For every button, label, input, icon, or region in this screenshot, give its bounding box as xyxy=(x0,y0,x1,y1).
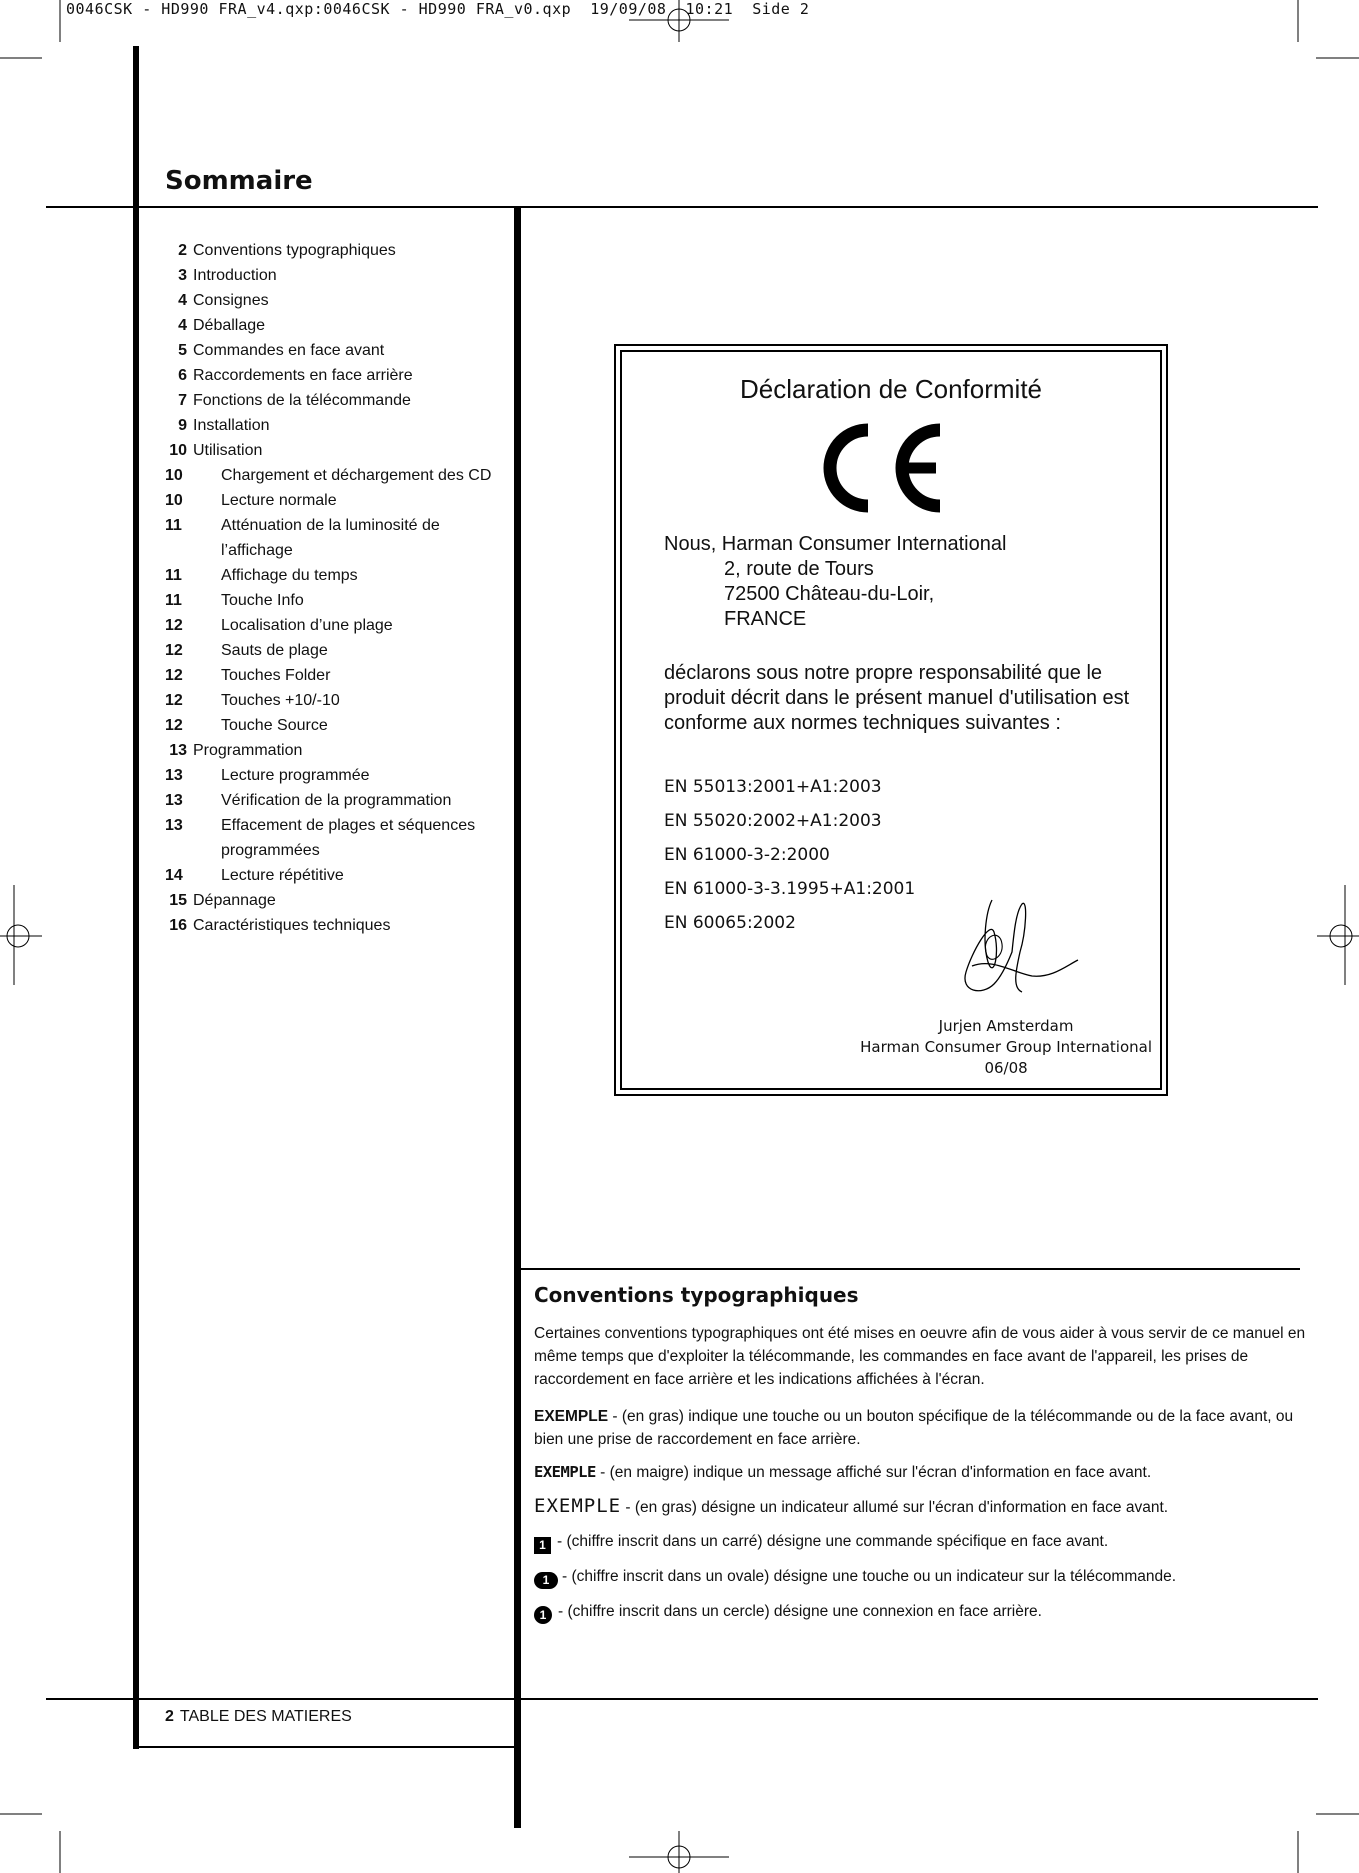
toc-page-number: 14 xyxy=(165,867,183,884)
toc-page-number: 7 xyxy=(178,392,187,409)
toc-label: Lecture répétitive xyxy=(221,867,344,884)
toc-page-number: 11 xyxy=(165,567,182,584)
toc-label: l’affichage xyxy=(221,542,293,559)
conventions-intro: Certaines conventions typographiques ont été mises en oeuvre afin de vous aider à vous servir de ce manuel en même temps que d'exploiter la télécommande, les commandes en face avant de l'appareil, les prises de raccordement en face arrière et les indications affichées à l'écran. xyxy=(534,1325,1306,1388)
square-number-icon: 1 xyxy=(534,1537,551,1554)
oval-number-icon: 1 xyxy=(534,1572,558,1589)
norms-list xyxy=(664,770,915,940)
toc-label: Raccordements en face arrière xyxy=(193,367,413,384)
toc-item xyxy=(165,638,525,663)
toc-page-number: 10 xyxy=(169,442,187,459)
footer-page-number: 2 xyxy=(165,1708,174,1725)
toc-page-number: 3 xyxy=(178,267,187,284)
conventions-rule xyxy=(521,1268,1300,1270)
toc-item xyxy=(165,888,525,913)
toc-label: Caractéristiques techniques xyxy=(193,917,391,934)
toc-item xyxy=(165,338,525,363)
toc-page-number: 16 xyxy=(169,917,187,934)
toc-item xyxy=(165,663,525,688)
left-thick-rule xyxy=(133,46,139,1749)
title-underline xyxy=(46,206,1318,208)
keyword-bold: EXEMPLE xyxy=(534,1408,609,1425)
toc-item xyxy=(165,313,525,338)
table-of-contents xyxy=(165,238,525,938)
toc-label: Conventions typographiques xyxy=(193,242,396,259)
toc-label: Commandes en face avant xyxy=(193,342,385,359)
toc-item xyxy=(165,688,525,713)
circle-number-icon: 1 xyxy=(534,1606,552,1624)
norm-item: EN 61000-3-3.1995+A1:2001 xyxy=(664,879,916,899)
footer-section: TABLE DES MATIERES xyxy=(179,1708,352,1725)
toc-item xyxy=(165,863,525,888)
keyword-heavy: EXEMPLE xyxy=(534,1463,596,1481)
convention-square xyxy=(534,1530,1324,1554)
convention-circle xyxy=(534,1600,1324,1624)
page-title: Sommaire xyxy=(165,166,313,196)
toc-item xyxy=(165,288,525,313)
toc-label: Programmation xyxy=(193,742,303,759)
footer-bottom-rule xyxy=(133,1746,518,1748)
signer-block xyxy=(860,1016,1152,1079)
toc-item xyxy=(165,538,525,563)
toc-label: Introduction xyxy=(193,267,277,284)
toc-item xyxy=(165,238,525,263)
toc-item xyxy=(165,513,525,538)
declaration-date: 06/08 xyxy=(984,1059,1028,1077)
toc-label: Sauts de plage xyxy=(221,642,328,659)
toc-page-number: 12 xyxy=(165,617,183,634)
toc-label: Chargement et déchargement des CD xyxy=(221,467,492,484)
signer-name: Jurjen Amsterdam xyxy=(938,1017,1074,1035)
page-footer xyxy=(165,1708,352,1726)
convention-lcd xyxy=(534,1495,1324,1519)
declaration-box xyxy=(614,344,1168,1096)
norm-item: EN 60065:2002 xyxy=(664,913,796,933)
convention-bold xyxy=(534,1405,1324,1451)
convention-circle-text: - (chiffre inscrit dans un cercle) désigne une connexion en face arrière. xyxy=(558,1603,1042,1620)
convention-heavy-text: - (en maigre) indique un message affiché sur l'écran d'information en face avant. xyxy=(600,1464,1152,1481)
toc-page-number: 13 xyxy=(169,742,187,759)
convention-oval-text: - (chiffre inscrit dans un ovale) désigne une touche ou un indicateur sur la télécommande. xyxy=(562,1568,1177,1585)
toc-page-number: 12 xyxy=(165,717,183,734)
toc-label: Lecture programmée xyxy=(221,767,370,784)
toc-label: Consignes xyxy=(193,292,269,309)
toc-item xyxy=(165,363,525,388)
ce-mark-icon xyxy=(818,420,950,516)
print-header: 0046CSK - HD990 FRA_v4.qxp:0046CSK - HD990 FRA_v0.qxp 19/09/08 10:21 Side 2 xyxy=(66,0,810,18)
toc-page-number: 12 xyxy=(165,642,183,659)
toc-label: Touche Info xyxy=(221,592,304,609)
conventions-title: Conventions typographiques xyxy=(534,1283,859,1307)
toc-page-number: 12 xyxy=(165,692,183,709)
norm-item: EN 55020:2002+A1:2003 xyxy=(664,811,882,831)
keyword-lcd: EXEMPLE xyxy=(534,1495,622,1517)
toc-page-number: 10 xyxy=(165,492,183,509)
norm-item: EN 55013:2001+A1:2003 xyxy=(664,777,882,797)
convention-bold-text: - (en gras) indique une touche ou un bouton spécifique de la télécommande ou de la face avant, ou bien une prise de raccordement en face arrière. xyxy=(534,1408,1294,1448)
toc-item xyxy=(165,613,525,638)
toc-page-number: 13 xyxy=(165,767,183,784)
toc-item xyxy=(165,813,525,838)
toc-label: Atténuation de la luminosité de xyxy=(221,517,440,534)
convention-lcd-text: - (en gras) désigne un indicateur allumé sur l'écran d'information en face avant. xyxy=(625,1499,1169,1516)
address-country: FRANCE xyxy=(724,608,807,630)
convention-oval xyxy=(534,1565,1324,1589)
toc-item xyxy=(165,438,525,463)
toc-label: Touches +10/-10 xyxy=(221,692,340,709)
toc-item xyxy=(165,713,525,738)
footer-rule xyxy=(46,1698,1318,1700)
toc-item xyxy=(165,738,525,763)
toc-page-number: 4 xyxy=(178,317,187,334)
toc-page-number: 13 xyxy=(165,817,183,834)
address-city: 72500 Château-du-Loir, xyxy=(724,583,935,605)
convention-square-text: - (chiffre inscrit dans un carré) désigne une commande spécifique en face avant. xyxy=(557,1533,1109,1550)
signature-icon xyxy=(942,892,1082,1010)
declaration-statement: déclarons sous notre propre responsabilité que le produit décrit dans le présent manuel d'utilisation est conforme aux normes techniques suivantes : xyxy=(664,662,1130,734)
toc-label: Touche Source xyxy=(221,717,328,734)
toc-label: Effacement de plages et séquences xyxy=(221,817,476,834)
signer-company: Harman Consumer Group International xyxy=(860,1038,1152,1056)
toc-label: Vérification de la programmation xyxy=(221,792,452,809)
toc-item xyxy=(165,913,525,938)
toc-item xyxy=(165,838,525,863)
toc-label: Installation xyxy=(193,417,270,434)
toc-item xyxy=(165,763,525,788)
declaration-title: Déclaration de Conformité xyxy=(739,374,1043,404)
toc-page-number: 2 xyxy=(178,242,187,259)
toc-page-number: 5 xyxy=(178,342,187,359)
toc-page-number: 4 xyxy=(178,292,187,309)
toc-label: Dépannage xyxy=(193,892,276,909)
toc-label: Affichage du temps xyxy=(221,567,358,584)
toc-item xyxy=(165,488,525,513)
toc-page-number: 9 xyxy=(178,417,187,434)
toc-page-number: 12 xyxy=(165,667,183,684)
toc-item xyxy=(165,563,525,588)
toc-page-number: 15 xyxy=(169,892,187,909)
address-company: Nous, Harman Consumer International xyxy=(664,533,1007,555)
toc-item xyxy=(165,263,525,288)
toc-label: Déballage xyxy=(193,317,266,334)
toc-item xyxy=(165,388,525,413)
toc-item xyxy=(165,413,525,438)
toc-label: Fonctions de la télécommande xyxy=(193,392,411,409)
norm-item: EN 61000-3-2:2000 xyxy=(664,845,830,865)
toc-page-number: 13 xyxy=(165,792,183,809)
toc-label: Touches Folder xyxy=(221,667,331,684)
toc-label: programmées xyxy=(221,842,320,859)
address-street: 2, route de Tours xyxy=(724,558,874,580)
toc-label: Lecture normale xyxy=(221,492,337,509)
toc-item xyxy=(165,463,525,488)
toc-page-number: 6 xyxy=(178,367,187,384)
toc-page-number: 11 xyxy=(165,592,182,609)
toc-item xyxy=(165,588,525,613)
toc-label: Utilisation xyxy=(193,442,263,459)
toc-item xyxy=(165,788,525,813)
declaration-address xyxy=(664,532,1006,632)
convention-heavy xyxy=(534,1461,1324,1484)
toc-label: Localisation d’une plage xyxy=(221,617,393,634)
toc-page-number: 10 xyxy=(165,467,183,484)
toc-page-number: 11 xyxy=(165,517,182,534)
